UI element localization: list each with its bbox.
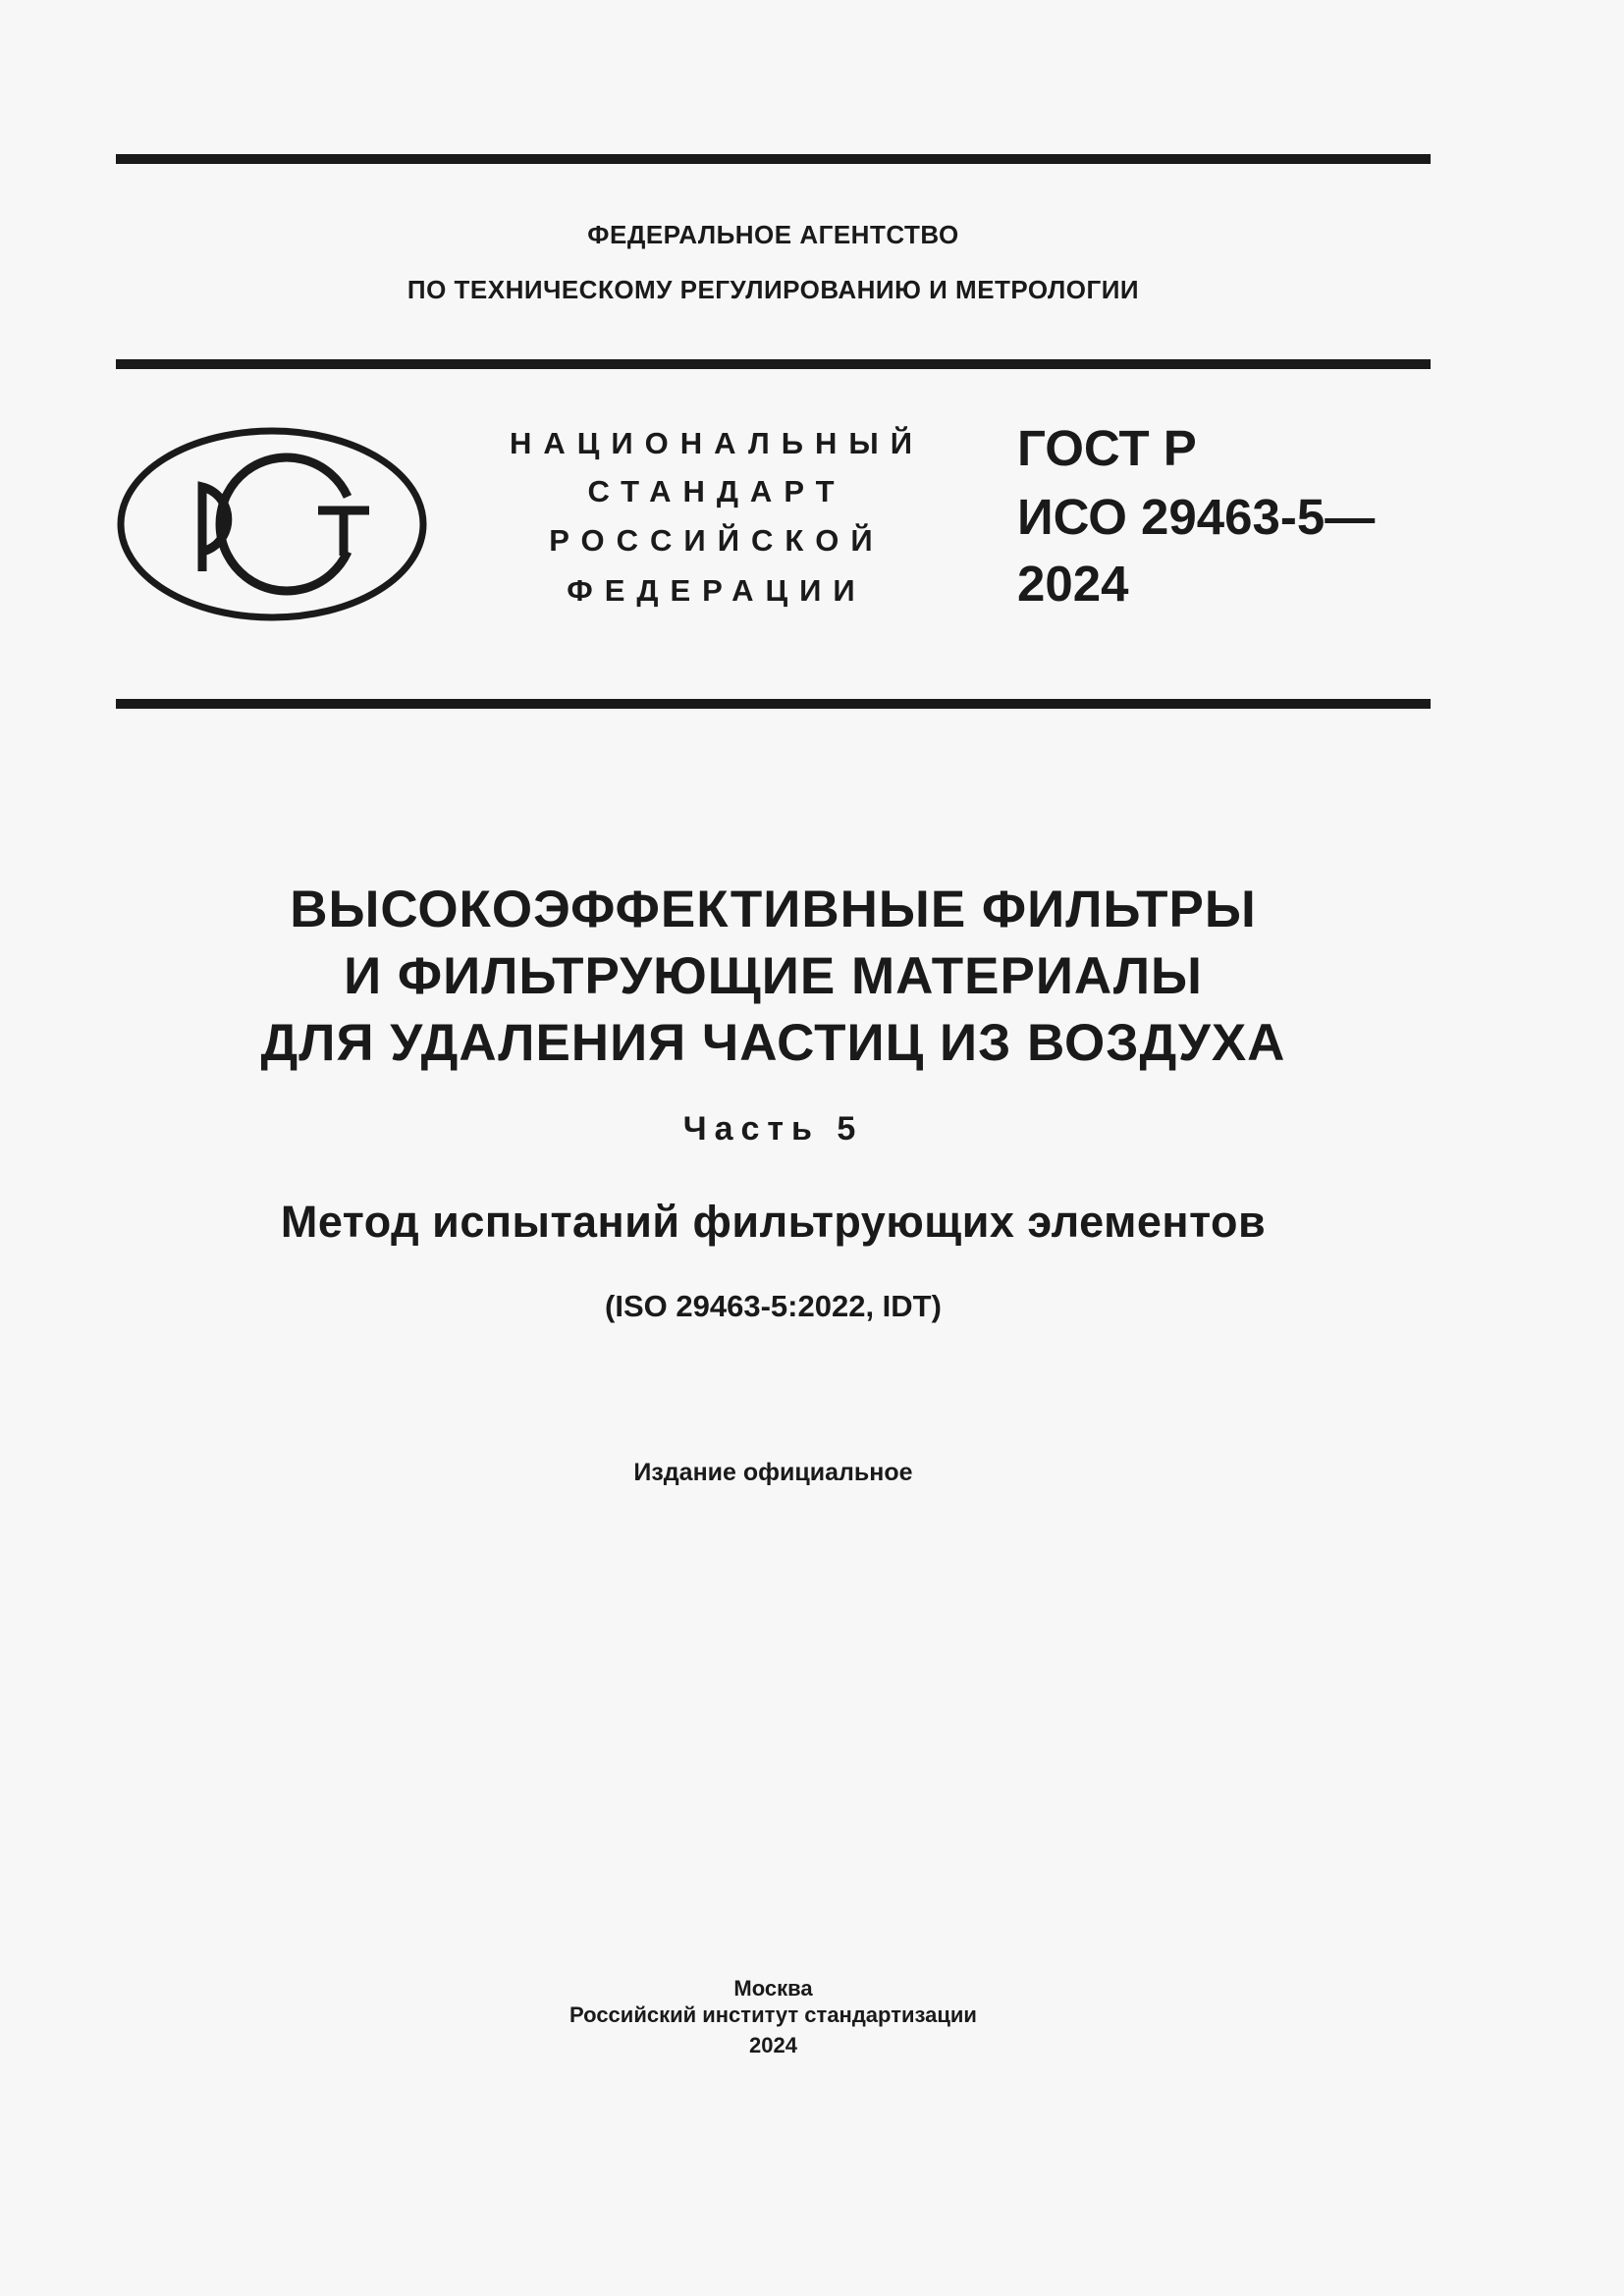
document-title-line2: И ФИЛЬТРУЮЩИЕ МАТЕРИАЛЫ (344, 947, 1203, 1005)
part-number: Часть 5 (682, 1110, 864, 1148)
top-rule (116, 154, 1431, 164)
standard-type-line3: РОССИЙСКОЙ (549, 523, 885, 558)
rst-certification-mark-icon (116, 426, 428, 622)
standard-type-line2: СТАНДАРТ (587, 474, 846, 508)
middle-rule (116, 359, 1431, 369)
document-title-line1: ВЫСОКОЭФФЕКТИВНЫЕ ФИЛЬТРЫ (290, 881, 1257, 938)
agency-name-line1: ФЕДЕРАЛЬНОЕ АГЕНТСТВО (587, 220, 959, 249)
imprint-publisher: Российский институт стандартизации (569, 2002, 977, 2027)
designation-line1: ГОСТ Р (1017, 420, 1197, 476)
edition-note: Издание официальное (633, 1459, 913, 1486)
bottom-rule (116, 699, 1431, 709)
imprint-city: Москва (733, 1976, 813, 2001)
standard-type-line1: НАЦИОНАЛЬНЫЙ (509, 426, 925, 460)
iso-reference: (ISO 29463-5:2022, IDT) (605, 1289, 942, 1323)
designation-line3: 2024 (1017, 556, 1129, 612)
document-subtitle: Метод испытаний фильтрующих элементов (280, 1197, 1267, 1247)
document-title-line3: ДЛЯ УДАЛЕНИЯ ЧАСТИЦ ИЗ ВОЗДУХА (260, 1014, 1286, 1072)
imprint-year: 2024 (749, 2033, 797, 2057)
standard-type-line4: ФЕДЕРАЦИИ (567, 573, 867, 608)
designation-line2: ИСО 29463-5— (1017, 489, 1376, 545)
agency-name-line2: ПО ТЕХНИЧЕСКОМУ РЕГУЛИРОВАНИЮ И МЕТРОЛОГИИ (406, 275, 1140, 304)
